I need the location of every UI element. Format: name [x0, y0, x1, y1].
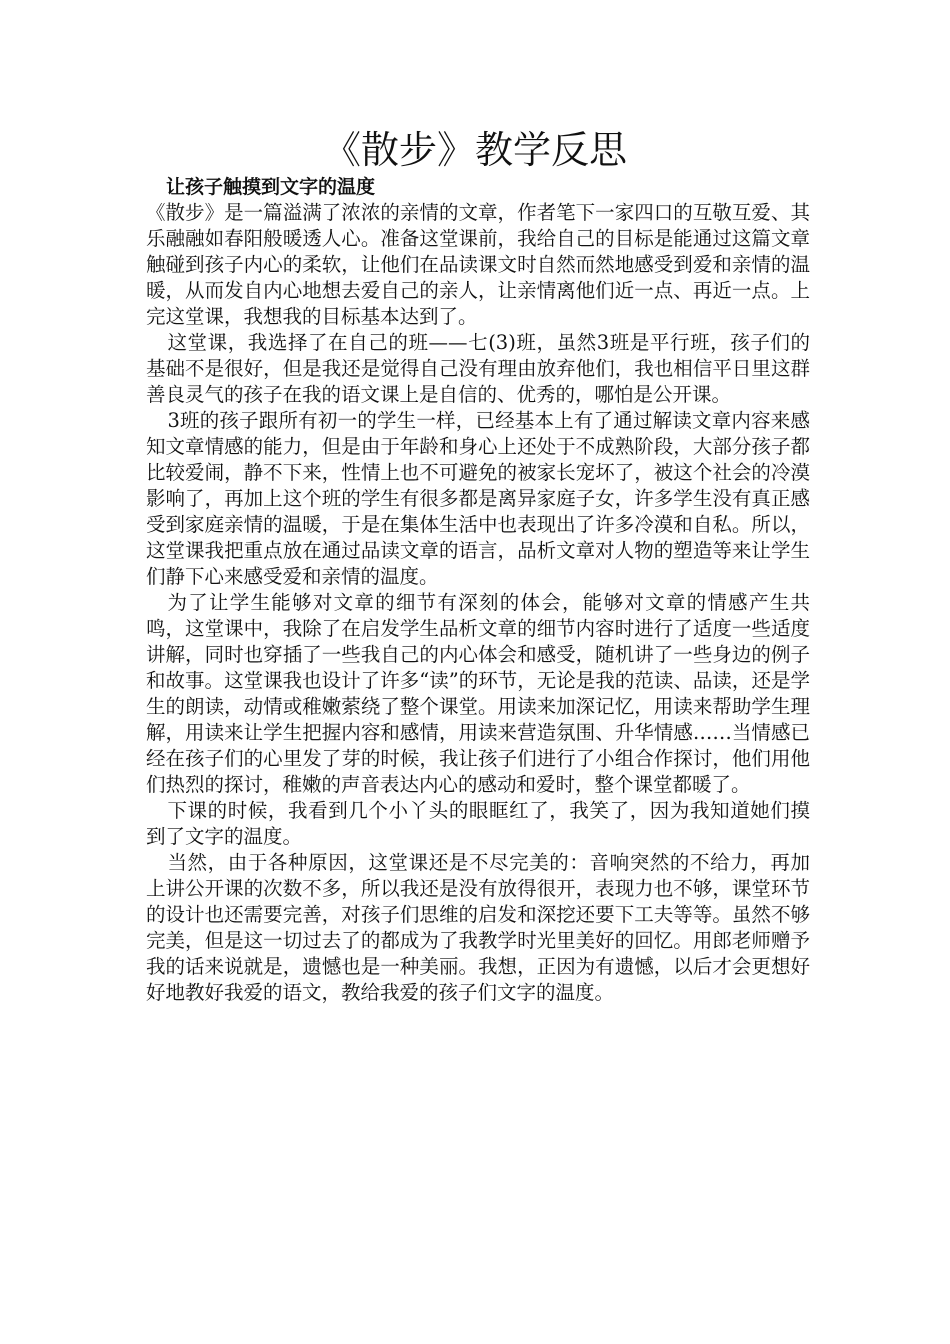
document-subtitle: 让孩子触摸到文字的温度 [166, 176, 376, 198]
paragraph: 3班的孩子跟所有初一的学生一样，已经基本上有了通过解读文章内容来感知文章情感的能力，但是由于年龄和身心上还处于不成熟阶段，大部分孩子都比较爱闹，静不下来，性情上也不可避免的被家长宠坏了，被这个社会的冷漠影响了，再加上这个班的学生有很多都是离异家庭子女，许多学生没有真正感受到家庭亲情的温暖，于是在集体生活中也表现出了许多冷漠和自私。所以，这堂课我把重点放在通过品读文章的语言，品析文章对人物的塑造等来让学生们静下心来感受爱和亲情的温度。 [146, 409, 810, 588]
paragraph: 这堂课，我选择了在自己的班——七(3)班，虽然3班是平行班，孩子们的基础不是很好，但是我还是觉得自己没有理由放弃他们，我也相信平日里这群善良灵气的孩子在我的语文课上是自信的、优秀的，哪怕是公开课。 [146, 331, 810, 406]
paragraph: 下课的时候，我看到几个小丫头的眼眶红了，我笑了，因为我知道她们摸到了文字的温度。 [146, 799, 810, 848]
document-body [146, 200, 810, 1006]
document-title: 《散步》教学反思 [322, 128, 627, 172]
paragraph: 为了让学生能够对文章的细节有深刻的体会，能够对文章的情感产生共鸣，这堂课中，我除了在启发学生品析文章的细节内容时进行了适度一些适度讲解，同时也穿插了一些我自己的内心体会和感受，随机讲了一些身边的例子和故事。这堂课我也设计了许多“读”的环节，无论是我的范读、品读，还是学生的朗读，动情或稚嫩萦绕了整个课堂。用读来加深记忆，用读来帮助学生理解，用读来让学生把握内容和感情，用读来营造氛围、升华情感……当情感已经在孩子们的心里发了芽的时候，我让孩子们进行了小组合作探讨，他们用他们热烈的探讨，稚嫩的声音表达内心的感动和爱时，整个课堂都暖了。 [146, 591, 810, 796]
paragraph: 当然，由于各种原因，这堂课还是不尽完美的：音响突然的不给力，再加上讲公开课的次数不多，所以我还是没有放得很开，表现力也不够，课堂环节的设计也还需要完善，对孩子们思维的启发和深挖还要下工夫等等。虽然不够完美，但是这一切过去了的都成为了我教学时光里美好的回忆。用郎老师赠予我的话来说就是，遗憾也是一种美丽。我想，正因为有遗憾，以后才会更想好好地教好我爱的语文，教给我爱的孩子们文字的温度。 [146, 851, 810, 1004]
paragraph: 《散步》是一篇溢满了浓浓的亲情的文章，作者笔下一家四口的互敬互爱、其乐融融如春阳般暖透人心。准备这堂课前，我给自己的目标是能通过这篇文章触碰到孩子内心的柔软，让他们在品读课文时自然而然地感受到爱和亲情的温暖，从而发自内心地想去爱自己的亲人，让亲情离他们近一点、再近一点。上完这堂课，我想我的目标基本达到了。 [146, 201, 810, 328]
